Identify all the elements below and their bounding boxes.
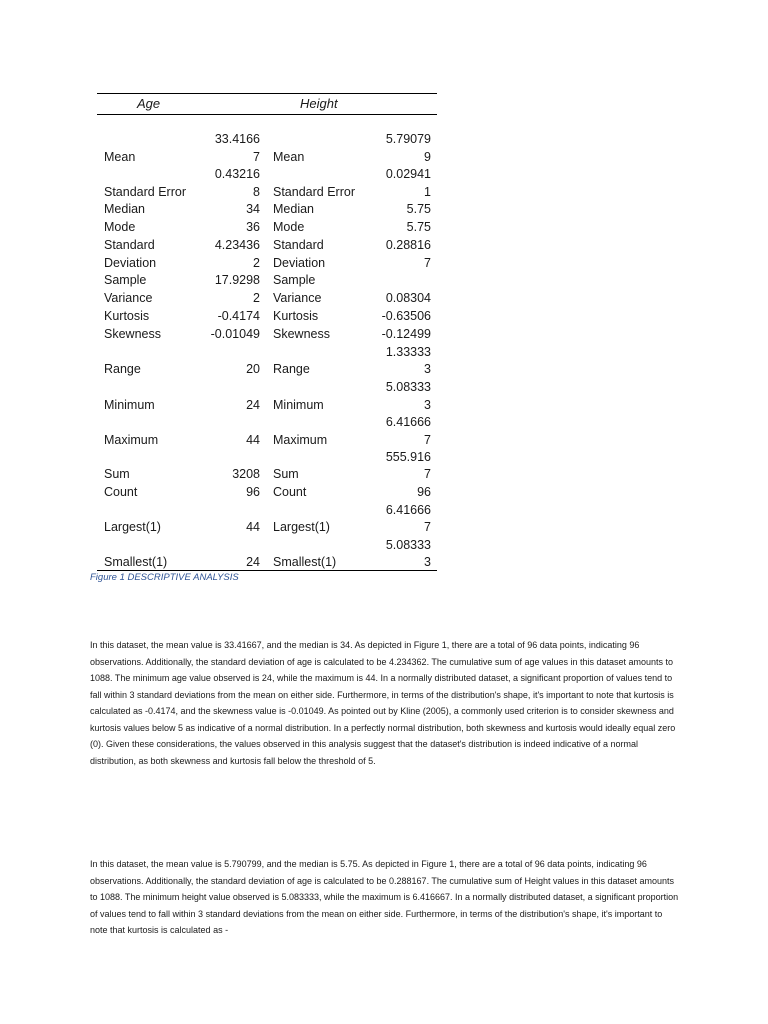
age-stat-label: Sample: [104, 273, 147, 287]
height-stat-label: Standard: [273, 238, 324, 252]
height-stat-value: -0.63506: [381, 309, 431, 323]
height-stat-label: Minimum: [273, 398, 324, 412]
height-stat-value: 7: [424, 467, 431, 481]
height-stat-value: 0.08304: [385, 291, 431, 305]
age-stat-value: 3208: [232, 467, 260, 481]
height-stat-label: Median: [273, 202, 314, 216]
age-stat-label: Sum: [104, 467, 130, 481]
height-stat-value: 9: [424, 150, 431, 164]
figure-caption: Figure 1 DESCRIPTIVE ANALYSIS: [90, 572, 239, 583]
age-stat-label: Standard: [104, 238, 155, 252]
height-stat-label: Count: [273, 485, 307, 499]
table-bottom-rule: [97, 570, 437, 571]
height-stat-label: Kurtosis: [273, 309, 319, 323]
height-stat-value: 7: [424, 433, 431, 447]
height-stat-label: Standard Error: [273, 185, 355, 199]
age-stat-value: 96: [246, 485, 260, 499]
height-stat-value: 5.75: [406, 202, 431, 216]
age-stat-label: Skewness: [104, 327, 161, 341]
age-stat-value: 4.23436: [214, 238, 260, 252]
age-stat-value: 17.9298: [214, 273, 260, 287]
height-stat-label: Largest(1): [273, 520, 330, 534]
age-stat-value: 24: [246, 555, 260, 569]
height-stat-value: 3: [424, 362, 431, 376]
height-stat-value: 3: [424, 555, 431, 569]
age-stat-value: 2: [253, 256, 260, 270]
age-stat-label: Smallest(1): [104, 555, 168, 569]
table-header-rule: [97, 114, 437, 115]
height-stat-value: 7: [424, 256, 431, 270]
age-stat-value: 36: [246, 220, 260, 234]
age-stat-label: Range: [104, 362, 141, 376]
height-stat-value: 3: [424, 398, 431, 412]
age-stat-label: Count: [104, 485, 138, 499]
height-stat-label: Smallest(1): [273, 555, 337, 569]
paragraph-height-analysis: In this dataset, the mean value is 5.790799, and the median is 5.75. As depicted in Figure 1, there are a total of 96 data points, indicating 96 observations. Additionally, the standard deviation of age is calculated to be 0.288167. The cumulative sum of Height values in this dataset amounts to 1088. The minimum height value observed is 5.083333, while the maximum is 6.416667. In a normally distributed dataset, a significant proportion of values tend to fall within 3 standard deviations from the mean on either side. Furthermore, in terms of the distribution's shape, it's important to note that kurtosis is calculated as -: [90, 859, 679, 935]
age-column-header: Age: [137, 96, 161, 111]
age-stat-value: 33.4166: [214, 132, 260, 146]
age-stat-label: Maximum: [104, 433, 159, 447]
age-stat-value: -0.4174: [217, 309, 260, 323]
height-stat-label: Sum: [273, 467, 299, 481]
height-stat-value: 0.28816: [385, 238, 431, 252]
age-stat-label: Deviation: [104, 256, 157, 270]
age-stat-label: Kurtosis: [104, 309, 150, 323]
age-stat-value: 0.43216: [214, 167, 260, 181]
age-stat-value: 20: [246, 362, 260, 376]
age-stat-value: 44: [246, 520, 260, 534]
age-stat-label: Largest(1): [104, 520, 161, 534]
height-stat-value: 7: [424, 520, 431, 534]
height-stat-value: 6.41666: [385, 503, 431, 517]
height-stat-label: Sample: [273, 273, 316, 287]
age-stat-label: Mean: [104, 150, 136, 164]
height-stat-label: Mean: [273, 150, 305, 164]
age-stat-value: 8: [253, 185, 260, 199]
height-stat-value: 96: [417, 485, 431, 499]
height-stat-label: Deviation: [273, 256, 326, 270]
age-stat-label: Median: [104, 202, 145, 216]
height-stat-value: 6.41666: [385, 415, 431, 429]
age-stat-label: Variance: [104, 291, 153, 305]
height-stat-value: 1.33333: [385, 345, 431, 359]
age-stat-label: Minimum: [104, 398, 155, 412]
height-stat-value: 555.916: [385, 450, 431, 464]
age-stat-value: 2: [253, 291, 260, 305]
age-stat-value: 34: [246, 202, 260, 216]
height-stat-value: 5.75: [406, 220, 431, 234]
height-stat-value: 5.08333: [385, 380, 431, 394]
height-stat-value: 0.02941: [385, 167, 431, 181]
age-stat-value: 24: [246, 398, 260, 412]
height-stat-label: Variance: [273, 291, 322, 305]
table-top-rule: [97, 93, 437, 94]
height-stat-label: Range: [273, 362, 310, 376]
height-stat-value: 5.08333: [385, 538, 431, 552]
age-stat-value: -0.01049: [210, 327, 260, 341]
height-stat-label: Maximum: [273, 433, 328, 447]
age-stat-value: 44: [246, 433, 260, 447]
age-stat-label: Standard Error: [104, 185, 186, 199]
age-stat-value: 7: [253, 150, 260, 164]
paragraph-age-analysis: In this dataset, the mean value is 33.41667, and the median is 34. As depicted in Figure 1, there are a total of 96 data points, indicating 96 observations. Additionally, the standard deviation of age is calculated to be 4.234362. The cumulative sum of age values in this dataset amounts to 1088. The minimum age value observed is 24, while the maximum is 44. In a normally distributed dataset, a significant proportion of values tend to fall within 3 standard deviations from the mean on either side. Furthermore, in terms of the distribution's shape, it's important to note that kurtosis is calculated as -0.4174, and the skewness value is -0.01049. As pointed out by Kline (2005), a commonly used criterion is to consider skewness and kurtosis values below 5 as indicative of a normal distribution. In a perfectly normal distribution, both skewness and kurtosis would ideally equal zero (0). Given these considerations, the values observed in this analysis suggest that the dataset's distribution is indeed indicative of a normal distribution, as both skewness and kurtosis fall below the threshold of 5.: [90, 640, 676, 766]
height-stat-label: Mode: [273, 220, 305, 234]
height-column-header: Height: [300, 96, 338, 111]
age-stat-label: Mode: [104, 220, 136, 234]
height-stat-value: 5.79079: [385, 132, 431, 146]
height-stat-label: Skewness: [273, 327, 330, 341]
height-stat-value: -0.12499: [381, 327, 431, 341]
height-stat-value: 1: [424, 185, 431, 199]
